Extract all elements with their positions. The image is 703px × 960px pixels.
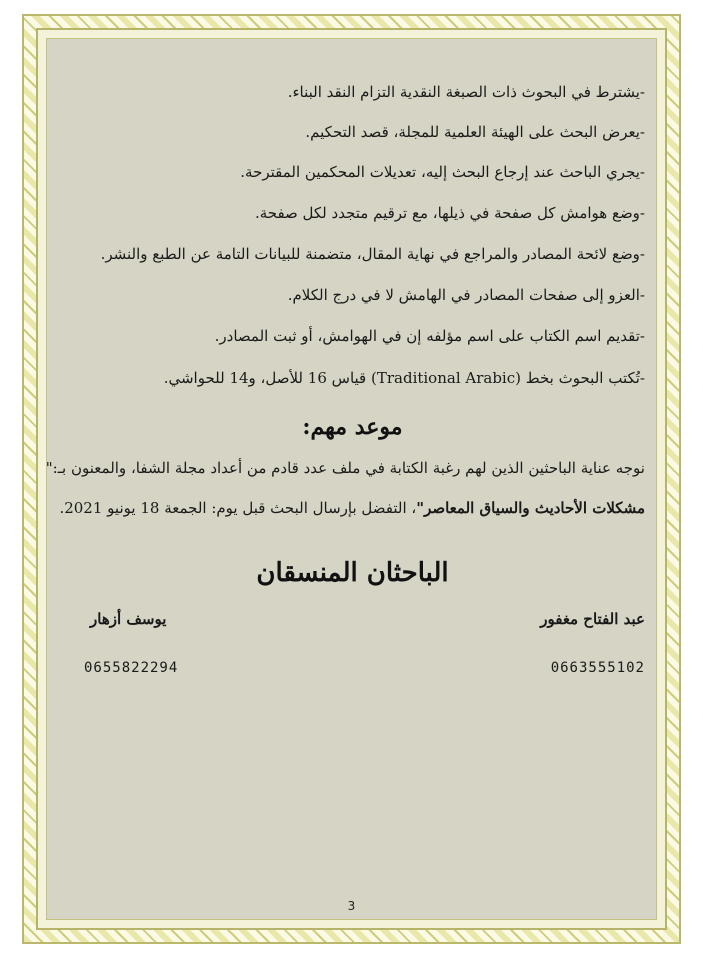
page-number: 3 xyxy=(347,899,356,913)
page-content xyxy=(45,46,645,906)
rule-item: -تُكتب البحوث بخط (Traditional Arabic) قياس 16 للأصل، و14 للحواشي. xyxy=(163,369,645,387)
rule-item: -وضع هوامش كل صفحة في ذيلها، مع ترقيم متجدد لكل صفحة. xyxy=(254,204,645,222)
rule-item: -تقديم اسم الكتاب على اسم مؤلفه إن في الهوامش، أو ثبت المصادر. xyxy=(214,327,645,345)
notice-line-1: نوجه عناية الباحثين الذين لهم رغبة الكتابة في ملف عدد قادم من أعداد مجلة الشفا، والمعنون بـ:" xyxy=(45,459,645,477)
file-title: مشكلات الأحاديث والسياق المعاصر" xyxy=(416,499,645,517)
coordinator-name: عبد الفتاح مغفور xyxy=(540,610,645,628)
important-date-heading: موعد مهم: xyxy=(302,414,403,440)
coordinators-title: الباحثان المنسقان xyxy=(256,558,449,588)
rule-item: -العزو إلى صفحات المصادر في الهامش لا في درج الكلام. xyxy=(287,286,645,304)
rule-item: -يجري الباحث عند إرجاع البحث إليه، تعديلات المحكمين المقترحة. xyxy=(240,163,645,181)
coordinator-phone: 0655822294 xyxy=(84,660,179,676)
rule-item: -يشترط في البحوث ذات الصبغة النقدية التزام النقد البناء. xyxy=(287,83,645,101)
rule-item: -يعرض البحث على الهيئة العلمية للمجلة، قصد التحكيم. xyxy=(305,123,645,141)
deadline-text: ، التفضل بإرسال البحث قبل يوم: الجمعة 18 يونيو 2021. xyxy=(59,499,417,517)
coordinator-name: يوسف أزهار xyxy=(90,610,167,628)
coordinator-phone: 0663555102 xyxy=(550,660,645,676)
notice-line-2 xyxy=(60,498,645,518)
rule-item: -وضع لائحة المصادر والمراجع في نهاية المقال، متضمنة للبيانات التامة عن الطبع والنشر. xyxy=(100,245,645,263)
